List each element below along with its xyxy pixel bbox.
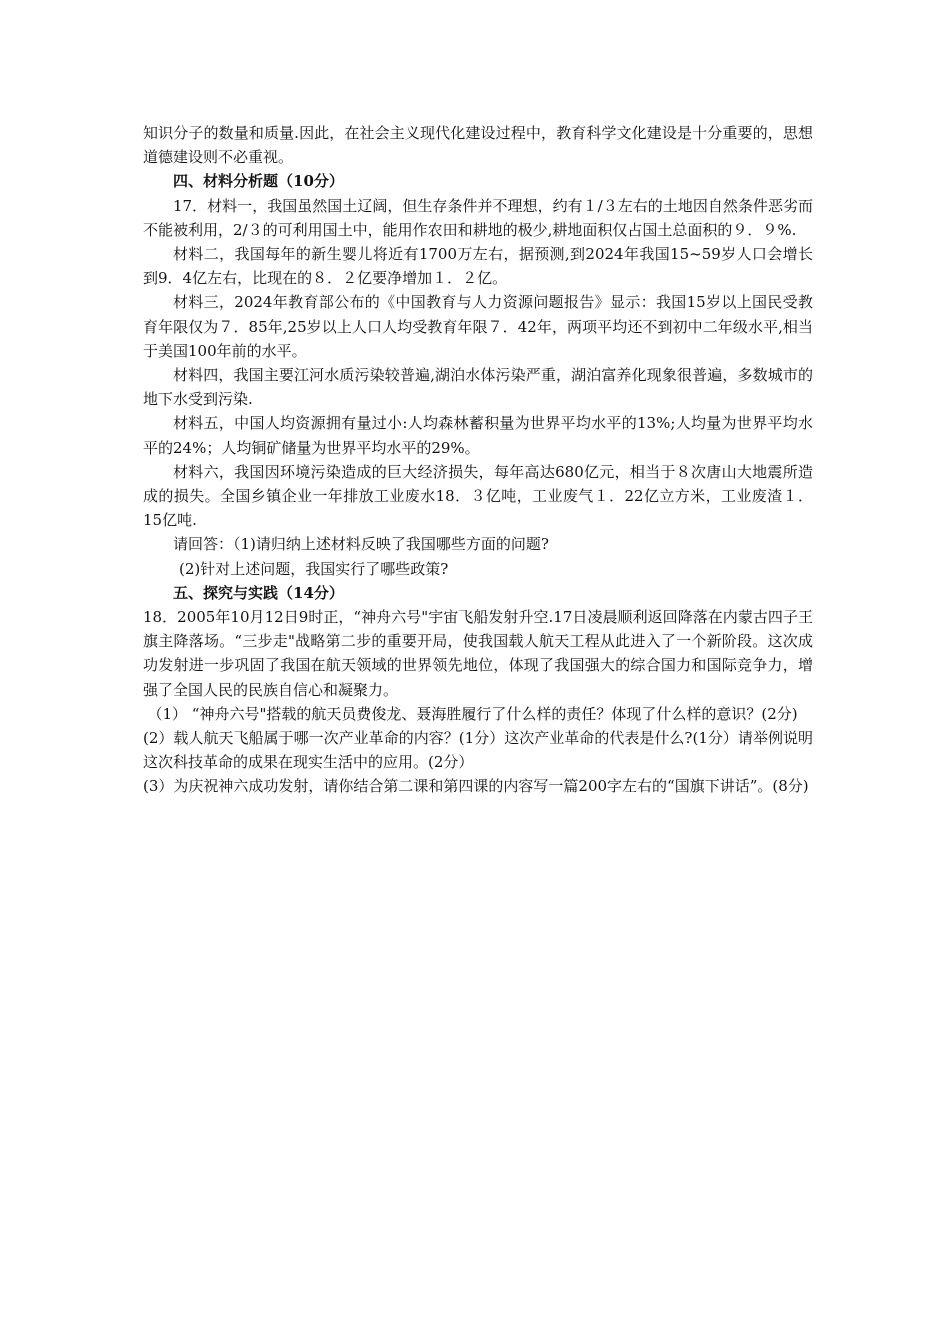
q18-part-3: (3）为庆祝神六成功发射，请你结合第二课和第四课的内容写一篇200字左右的“国旗下讲话”。(8分) (143, 777, 809, 796)
q17-material-2: 材料二，我国每年的新生婴儿将近有1700万左右，据预测,到2024年我国15~59岁人口会增长到9．4亿左右，比现在的８．２亿要净增加１．２亿。 (143, 245, 813, 288)
section-4-heading: 四、材料分析题（10分） (173, 172, 344, 191)
q17-material-4: 材料四，我国主要江河水质污染较普遍,湖泊水体污染严重，湖泊富养化现象很普遍，多数城市的地下水受到污染. (143, 366, 813, 409)
top-paragraph: 知识分子的数量和质量.因此，在社会主义现代化建设过程中，教育科学文化建设是十分重要的，思想道德建设则不必重视。 (143, 124, 813, 167)
q18-part-1: （1） “神舟六号"搭载的航天员费俊龙、聂海胜履行了什么样的责任？体现了什么样的意识？(2分) (147, 704, 798, 723)
document-body (143, 121, 813, 799)
q17-question-1: 请回答：（1)请归纳上述材料反映了我国哪些方面的问题? (173, 535, 549, 554)
q17-material-1: 17．材料一，我国虽然国土辽阔，但生存条件并不理想，约有１/３左右的土地因自然条件恶劣而不能被利用，2/３的可利用国土中，能用作农田和耕地的极少,耕地面积仅占国土总面积的９．９%. (143, 196, 813, 239)
q18-intro: 18．2005年10月12日9时正，“神舟六号"宇宙飞船发射升空.17日凌晨顺利返回降落在内蒙古四子王旗主降落场。“三步走"战略第二步的重要开局，使我国载人航天工程从此进入了一个新阶段。这次成功发射进一步巩固了我国在航天领域的世界领先地位，体现了我国强大的综合国力和国际竞争力，增强了全国人民的民族自信心和凝聚力。 (143, 608, 813, 699)
section-5-heading: 五、探究与实践（14分） (173, 583, 344, 602)
q18-part-2: (2）载人航天飞船属于哪一次产业革命的内容？(1分）这次产业革命的代表是什么?(1分）请举例说明这次科技革命的成果在现实生活中的应用。(2分） (143, 729, 813, 772)
q17-material-3: 材料三，2024年教育部公布的《中国教育与人力资源问题报告》显示：我国15岁以上国民受教育年限仅为７．85年,25岁以上人口人均受教育年限７．42年，两项平均还不到初中二年级水平,相当于美国100年前的水平。 (143, 293, 813, 360)
q17-material-5: 材料五，中国人均资源拥有量过小:人均森林蓄积量为世界平均水平的13%;人均量为世界平均水平的24%；人均铜矿储量为世界平均水平的29%。 (143, 414, 813, 457)
q17-question-2: (2)针对上述问题，我国实行了哪些政策? (179, 559, 449, 578)
q17-material-6: 材料六，我国因环境污染造成的巨大经济损失，每年高达680亿元，相当于８次唐山大地震所造成的损失。全国乡镇企业一年排放工业废水18．３亿吨，工业废气１．22亿立方米，工业废渣１．15亿吨. (143, 462, 813, 530)
